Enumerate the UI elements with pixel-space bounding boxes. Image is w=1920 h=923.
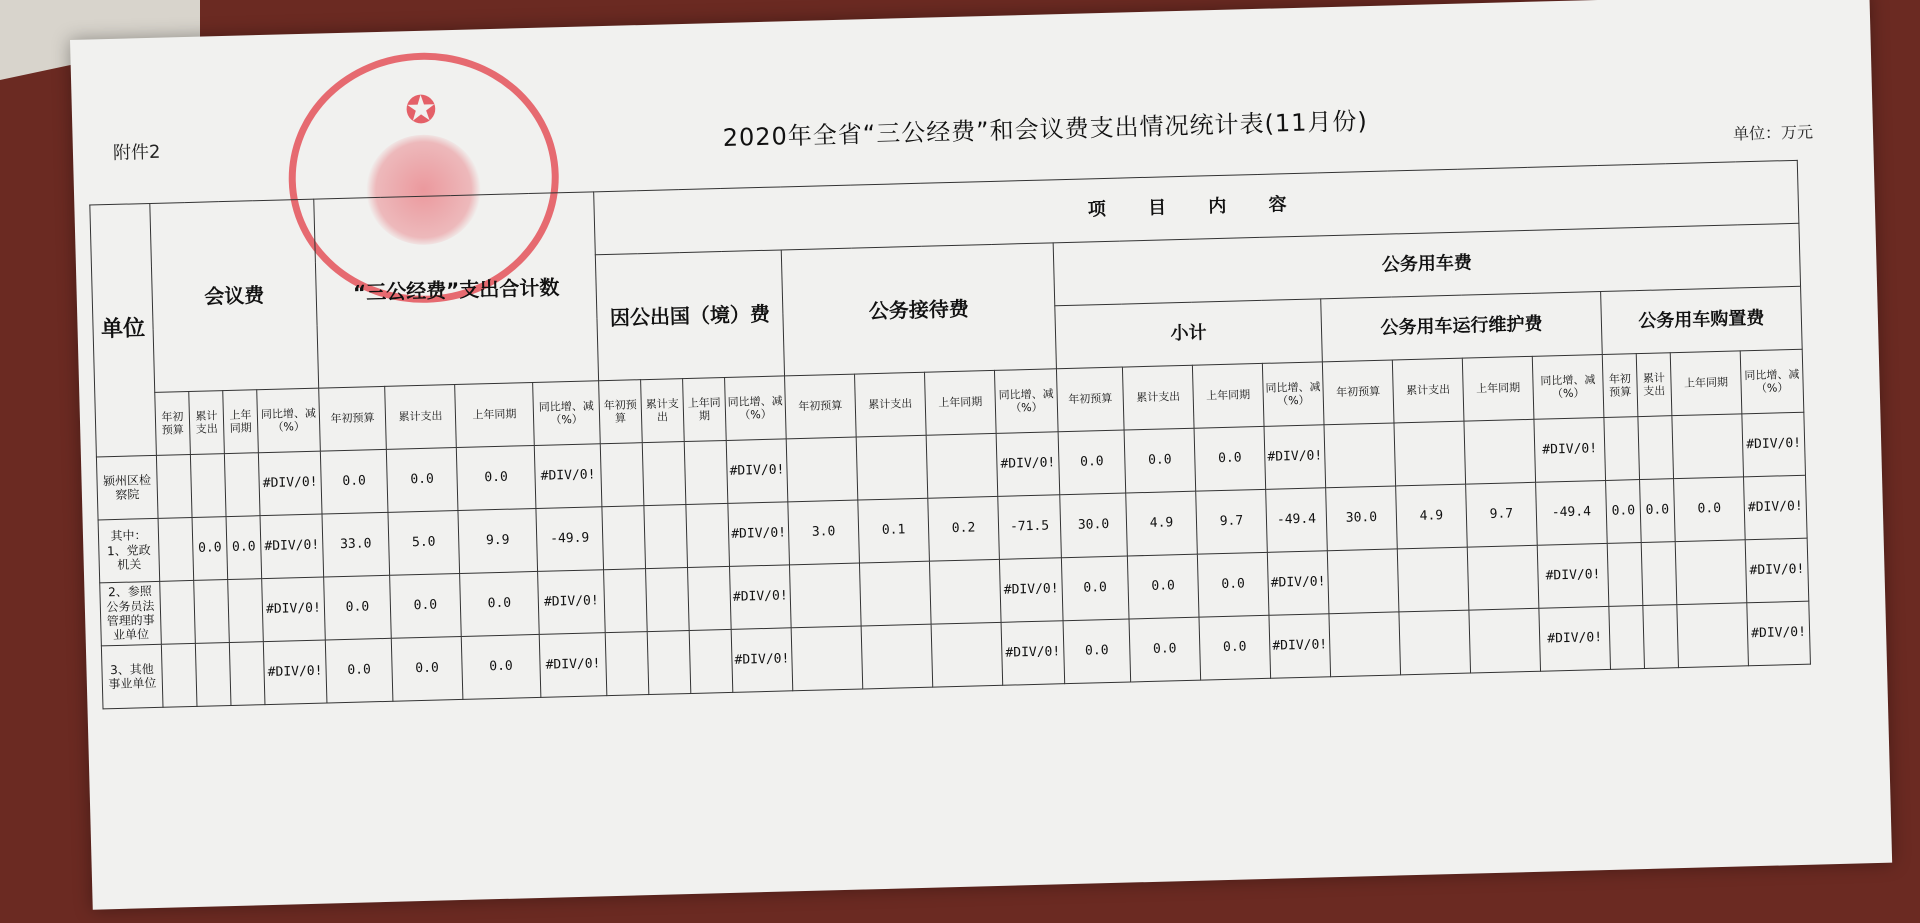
table-cell-vehicle-maint (1467, 545, 1539, 610)
table-cell-meeting: #DIV/0! (260, 514, 324, 579)
table-cell-reception (859, 561, 931, 626)
table-cell-vehicle-sub: 4.9 (1126, 491, 1198, 556)
table-cell-abroad (600, 443, 644, 507)
table-cell-abroad: #DIV/0! (731, 628, 793, 693)
col-yoy: 同比增、减（%） (533, 381, 601, 446)
col-budget: 年初预算 (785, 374, 857, 439)
col-spent: 累计支出 (1122, 365, 1194, 430)
col-last-year: 上年同期 (1462, 356, 1534, 421)
table-cell-vehicle-maint: #DIV/0! (1534, 417, 1606, 482)
col-spent: 累计支出 (855, 372, 927, 437)
table-cell-vehicle-maint: #DIV/0! (1539, 606, 1611, 671)
vehicle-subtotal-header: 小计 (1055, 299, 1323, 369)
statistics-table (89, 160, 1811, 710)
col-budget: 年初预算 (1322, 360, 1394, 425)
table-cell-sangong: 0.0 (391, 636, 463, 701)
vehicle-maintenance-header: 公务用车运行维护费 (1321, 292, 1603, 362)
document-page (70, 0, 1892, 910)
col-last-year: 上年同期 (1192, 363, 1264, 428)
abroad-fee-header: 因公出国（境）费 (595, 250, 784, 381)
row-label: 3、其他事业单位 (101, 644, 163, 709)
col-yoy: 同比增、减（%） (1262, 362, 1324, 427)
table-cell-meeting (194, 580, 230, 644)
table-cell-abroad: #DIV/0! (730, 565, 792, 630)
table-cell-vehicle-sub: 0.0 (1063, 619, 1131, 684)
table-cell-vehicle-maint (1469, 608, 1541, 673)
table-cell-meeting (160, 580, 196, 644)
table-cell-reception (789, 563, 861, 628)
table-cell-vehicle-purch (1604, 417, 1640, 481)
table-cell-vehicle-purch (1672, 414, 1744, 479)
table-cell-vehicle-purch (1641, 542, 1677, 606)
table-cell-meeting: 0.0 (226, 516, 262, 580)
table-cell-sangong: 0.0 (386, 448, 458, 513)
table-cell-meeting: 0.0 (192, 517, 228, 581)
table-cell-reception (786, 437, 858, 502)
table-cell-abroad (647, 630, 691, 694)
table-cell-sangong: -49.9 (536, 507, 604, 572)
table-cell-abroad (689, 629, 733, 693)
table-cell-vehicle-maint: 9.7 (1466, 482, 1538, 547)
table-cell-meeting (158, 517, 194, 581)
table-cell-vehicle-sub: 0.0 (1199, 615, 1271, 680)
table-cell-vehicle-sub: 9.7 (1196, 489, 1268, 554)
col-budget: 年初预算 (1056, 367, 1124, 432)
table-cell-vehicle-purch (1607, 543, 1643, 607)
table-cell-meeting (190, 454, 226, 518)
col-yoy: 同比增、减（%） (257, 388, 321, 453)
col-last-year: 上年同期 (1670, 351, 1742, 416)
table-cell-sangong: 0.0 (390, 573, 462, 638)
table-cell-reception (861, 624, 933, 689)
table-cell-vehicle-sub: #DIV/0! (1267, 551, 1329, 616)
table-cell-abroad (605, 632, 649, 696)
project-content-header: 项 目 内 容 (594, 160, 1799, 254)
seal-text-icon: ✪ (404, 87, 440, 133)
table-cell-reception: -71.5 (998, 495, 1062, 560)
col-spent: 累计支出 (1636, 353, 1672, 417)
col-last-year: 上年同期 (924, 370, 996, 435)
table-cell-meeting (161, 643, 197, 707)
table-cell-reception (931, 622, 1003, 687)
table-cell-vehicle-sub: 30.0 (1060, 493, 1128, 558)
table-cell-vehicle-maint: #DIV/0! (1537, 543, 1609, 608)
page-title: 2020年全省“三公经费”和会议费支出情况统计表(11月份) (722, 107, 1369, 152)
table-cell-vehicle-purch: #DIV/0! (1742, 412, 1806, 477)
table-cell-vehicle-maint (1324, 423, 1396, 488)
table-cell-vehicle-sub: #DIV/0! (1264, 425, 1326, 490)
table-cell-vehicle-maint (1329, 612, 1401, 677)
table-cell-vehicle-purch: 0.0 (1674, 477, 1746, 542)
table-cell-vehicle-purch: #DIV/0! (1745, 538, 1809, 603)
reception-fee-header: 公务接待费 (781, 243, 1056, 376)
table-cell-vehicle-sub: 0.0 (1127, 554, 1199, 619)
table-cell-vehicle-maint (1399, 610, 1471, 675)
table-cell-reception (926, 433, 998, 498)
col-yoy: 同比增、减（%） (1740, 349, 1804, 414)
sangong-total-header: “三公经费”支出合计数 (314, 192, 599, 388)
table-cell-vehicle-sub: #DIV/0! (1269, 614, 1331, 679)
table-cell-vehicle-purch: #DIV/0! (1744, 475, 1808, 540)
table-cell-vehicle-purch (1609, 606, 1645, 670)
table-cell-abroad (644, 505, 688, 569)
table-cell-reception (791, 626, 863, 691)
table-cell-abroad (602, 506, 646, 570)
table-cell-vehicle-purch (1677, 603, 1749, 668)
col-budget: 年初预算 (599, 380, 643, 444)
table-cell-meeting (195, 643, 231, 707)
table-cell-abroad (686, 503, 730, 567)
table-cell-sangong: 9.9 (458, 508, 538, 573)
col-spent: 累计支出 (189, 391, 225, 455)
row-label: 颍州区检察院 (96, 455, 158, 520)
table-cell-vehicle-sub: 0.0 (1058, 430, 1126, 495)
col-budget: 年初预算 (155, 392, 191, 456)
table-cell-meeting (224, 453, 260, 517)
table-cell-vehicle-maint (1327, 549, 1399, 614)
table-cell-reception (929, 559, 1001, 624)
table-cell-meeting (229, 642, 265, 706)
col-spent: 累计支出 (641, 379, 685, 443)
table-cell-sangong: 0.0 (320, 449, 388, 514)
table-cell-vehicle-purch: #DIV/0! (1747, 601, 1811, 666)
table-body (96, 412, 1810, 709)
table-cell-reception: 3.0 (788, 500, 860, 565)
table-cell-sangong: #DIV/0! (539, 633, 607, 698)
col-yoy: 同比增、减（%） (725, 376, 787, 441)
table-cell-vehicle-sub: -49.4 (1266, 488, 1328, 553)
col-budget: 年初预算 (1602, 354, 1638, 418)
table-cell-vehicle-sub: 0.0 (1197, 552, 1269, 617)
table-cell-reception (856, 435, 928, 500)
col-spent: 累计支出 (1392, 358, 1464, 423)
table-cell-vehicle-purch: 0.0 (1606, 480, 1642, 544)
table-cell-meeting: #DIV/0! (263, 640, 327, 705)
table-cell-reception: 0.1 (858, 498, 930, 563)
vehicle-purchase-header: 公务用车购置费 (1601, 286, 1803, 354)
unit-column-header: 单位 (90, 203, 157, 456)
col-last-year: 上年同期 (683, 377, 727, 441)
table-cell-sangong: 0.0 (325, 638, 393, 703)
table-cell-vehicle-maint (1394, 421, 1466, 486)
table-cell-sangong: 0.0 (324, 575, 392, 640)
table-cell-meeting: #DIV/0! (262, 577, 326, 642)
table-cell-vehicle-sub: 0.0 (1194, 426, 1266, 491)
table-cell-reception: 0.2 (928, 496, 1000, 561)
table-cell-vehicle-maint (1397, 547, 1469, 612)
table-cell-sangong: 0.0 (461, 634, 541, 699)
table-cell-reception: #DIV/0! (999, 558, 1063, 623)
table-cell-sangong: #DIV/0! (538, 570, 606, 635)
table-cell-vehicle-maint: 4.9 (1396, 484, 1468, 549)
row-label: 其中：1、党政机关 (98, 518, 160, 583)
table-cell-sangong: #DIV/0! (534, 444, 602, 509)
vehicle-fee-header: 公务用车费 (1053, 223, 1800, 306)
table-cell-reception: #DIV/0! (996, 432, 1060, 497)
table-cell-abroad (646, 568, 690, 632)
table-cell-sangong: 33.0 (322, 512, 390, 577)
table-cell-abroad (604, 569, 648, 633)
col-spent: 累计支出 (385, 385, 457, 450)
table-cell-vehicle-sub: 0.0 (1129, 617, 1201, 682)
table-cell-abroad (642, 442, 686, 506)
col-budget: 年初预算 (319, 386, 387, 451)
col-yoy: 同比增、减（%） (1532, 354, 1604, 419)
col-last-year: 上年同期 (455, 383, 535, 448)
table-cell-vehicle-maint: -49.4 (1536, 480, 1608, 545)
table-cell-vehicle-sub: 0.0 (1061, 556, 1129, 621)
row-label: 2、参照公务员法管理的事业单位 (100, 581, 162, 646)
table-cell-vehicle-maint (1464, 419, 1536, 484)
table-cell-abroad: #DIV/0! (728, 502, 790, 567)
table-cell-vehicle-purch (1675, 540, 1747, 605)
table-cell-abroad: #DIV/0! (726, 439, 788, 504)
unit-label: 单位：万元 (1732, 122, 1814, 144)
table-cell-meeting (228, 579, 264, 643)
attachment-label: 附件2 (112, 141, 161, 164)
table-cell-reception: #DIV/0! (1001, 621, 1065, 686)
col-yoy: 同比增、减（%） (994, 369, 1058, 434)
table-cell-vehicle-maint: 30.0 (1326, 486, 1398, 551)
table-cell-abroad (684, 440, 728, 504)
table-cell-vehicle-purch: 0.0 (1640, 479, 1676, 543)
table-cell-vehicle-purch (1638, 416, 1674, 480)
table-cell-sangong: 5.0 (388, 511, 460, 576)
meeting-fee-header: 会议费 (150, 199, 319, 392)
table-cell-vehicle-purch (1643, 605, 1679, 669)
table-cell-abroad (688, 566, 732, 630)
table-cell-sangong: 0.0 (460, 571, 540, 636)
table-cell-meeting (156, 454, 192, 518)
col-last-year: 上年同期 (223, 390, 259, 454)
table-cell-vehicle-sub: 0.0 (1124, 428, 1196, 493)
table-cell-sangong: 0.0 (456, 445, 536, 510)
table-cell-meeting: #DIV/0! (258, 451, 322, 516)
